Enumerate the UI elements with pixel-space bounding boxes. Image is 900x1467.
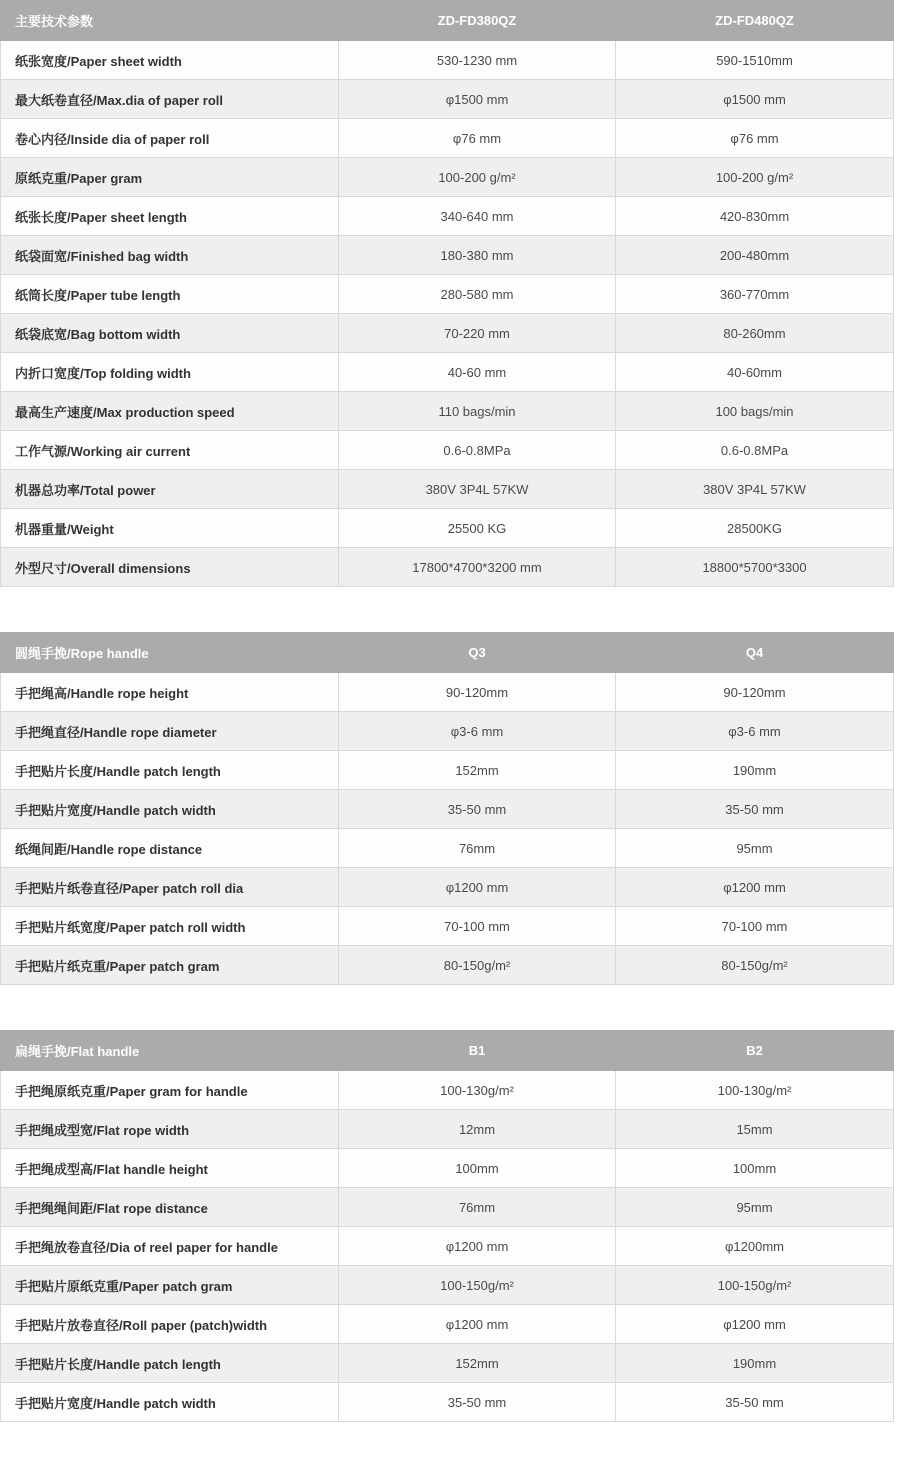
spec-value: 152mm xyxy=(339,751,616,790)
spec-value: 95mm xyxy=(616,1188,894,1227)
spec-label: 纸袋底宽/Bag bottom width xyxy=(1,314,339,353)
spec-value: φ1200 mm xyxy=(616,1305,894,1344)
table-row xyxy=(1,751,894,790)
flat-handle-table xyxy=(0,1030,894,1422)
spec-value: 95mm xyxy=(616,829,894,868)
table-body xyxy=(1,673,894,985)
spec-value: 35-50 mm xyxy=(616,790,894,829)
spec-value: 35-50 mm xyxy=(616,1383,894,1422)
spec-value: 35-50 mm xyxy=(339,1383,616,1422)
spec-value: φ1200 mm xyxy=(616,868,894,907)
spec-value: 100-150g/m² xyxy=(616,1266,894,1305)
spec-label: 手把绳绳间距/Flat rope distance xyxy=(1,1188,339,1227)
spec-value: φ1500 mm xyxy=(616,80,894,119)
spec-label: 手把绳高/Handle rope height xyxy=(1,673,339,712)
spec-value: 76mm xyxy=(339,1188,616,1227)
table-row xyxy=(1,946,894,985)
table-body xyxy=(1,1071,894,1422)
table-row xyxy=(1,868,894,907)
spec-label: 手把绳成型宽/Flat rope width xyxy=(1,1110,339,1149)
spec-label: 手把贴片原纸克重/Paper patch gram xyxy=(1,1266,339,1305)
spec-value: φ3-6 mm xyxy=(616,712,894,751)
table-row xyxy=(1,829,894,868)
spec-value: 12mm xyxy=(339,1110,616,1149)
table-row xyxy=(1,197,894,236)
spec-value: 180-380 mm xyxy=(339,236,616,275)
table-row xyxy=(1,1071,894,1110)
table-row xyxy=(1,907,894,946)
spec-value: 100-130g/m² xyxy=(616,1071,894,1110)
spec-value: φ1200 mm xyxy=(339,868,616,907)
spec-value: φ76 mm xyxy=(339,119,616,158)
spec-value: 76mm xyxy=(339,829,616,868)
spec-label: 工作气源/Working air current xyxy=(1,431,339,470)
spec-value: 18800*5700*3300 xyxy=(616,548,894,587)
spec-label: 手把贴片长度/Handle patch length xyxy=(1,751,339,790)
column-header-model-1: B1 xyxy=(339,1031,616,1071)
table-body xyxy=(1,41,894,587)
spec-value: 100mm xyxy=(339,1149,616,1188)
spec-value: 380V 3P4L 57KW xyxy=(616,470,894,509)
spec-label: 手把贴片宽度/Handle patch width xyxy=(1,1383,339,1422)
spec-label: 手把贴片放卷直径/Roll paper (patch)width xyxy=(1,1305,339,1344)
spec-value: 100-150g/m² xyxy=(339,1266,616,1305)
table-header-row xyxy=(1,633,894,673)
spec-value: φ1200mm xyxy=(616,1227,894,1266)
table-row xyxy=(1,1305,894,1344)
table-row xyxy=(1,712,894,751)
column-header-model-2: Q4 xyxy=(616,633,894,673)
table-row xyxy=(1,1110,894,1149)
spec-value: 340-640 mm xyxy=(339,197,616,236)
table-row xyxy=(1,790,894,829)
column-header-model-2: B2 xyxy=(616,1031,894,1071)
spec-value: φ1500 mm xyxy=(339,80,616,119)
spec-label: 手把贴片纸宽度/Paper patch roll width xyxy=(1,907,339,946)
spec-value: 100 bags/min xyxy=(616,392,894,431)
spec-value: 70-100 mm xyxy=(616,907,894,946)
spec-value: 190mm xyxy=(616,1344,894,1383)
table-row xyxy=(1,119,894,158)
table-row xyxy=(1,353,894,392)
table-title: 扁绳手挽/Flat handle xyxy=(1,1031,339,1071)
rope-handle-table xyxy=(0,632,894,985)
table-row xyxy=(1,314,894,353)
table-row xyxy=(1,431,894,470)
table-row xyxy=(1,1149,894,1188)
spec-value: 35-50 mm xyxy=(339,790,616,829)
spec-value: 17800*4700*3200 mm xyxy=(339,548,616,587)
spec-label: 纸筒长度/Paper tube length xyxy=(1,275,339,314)
rope-handle-section xyxy=(0,632,893,985)
spec-label: 内折口宽度/Top folding width xyxy=(1,353,339,392)
spec-label: 机器重量/Weight xyxy=(1,509,339,548)
table-header-row xyxy=(1,1,894,41)
spec-label: 原纸克重/Paper gram xyxy=(1,158,339,197)
spec-label: 手把贴片纸克重/Paper patch gram xyxy=(1,946,339,985)
table-row xyxy=(1,392,894,431)
spec-value: 15mm xyxy=(616,1110,894,1149)
spec-value: 80-150g/m² xyxy=(616,946,894,985)
table-row xyxy=(1,1344,894,1383)
table-title: 主要技术参数 xyxy=(1,1,339,41)
spec-value: 28500KG xyxy=(616,509,894,548)
spec-label: 纸绳间距/Handle rope distance xyxy=(1,829,339,868)
spec-label: 纸张长度/Paper sheet length xyxy=(1,197,339,236)
spec-label: 手把绳放卷直径/Dia of reel paper for handle xyxy=(1,1227,339,1266)
spec-value: φ3-6 mm xyxy=(339,712,616,751)
table-header-row xyxy=(1,1031,894,1071)
table-row xyxy=(1,158,894,197)
main-parameters-section xyxy=(0,0,893,587)
spec-value: 590-1510mm xyxy=(616,41,894,80)
spec-label: 最高生产速度/Max production speed xyxy=(1,392,339,431)
spec-label: 卷心内径/Inside dia of paper roll xyxy=(1,119,339,158)
spec-value: 0.6-0.8MPa xyxy=(616,431,894,470)
spec-value: 360-770mm xyxy=(616,275,894,314)
table-row xyxy=(1,673,894,712)
spec-label: 手把绳成型高/Flat handle height xyxy=(1,1149,339,1188)
spec-value: 100-130g/m² xyxy=(339,1071,616,1110)
spec-value: 530-1230 mm xyxy=(339,41,616,80)
table-title: 圆绳手挽/Rope handle xyxy=(1,633,339,673)
spec-value: 100-200 g/m² xyxy=(339,158,616,197)
spec-label: 手把绳原纸克重/Paper gram for handle xyxy=(1,1071,339,1110)
table-row xyxy=(1,509,894,548)
spec-value: 110 bags/min xyxy=(339,392,616,431)
spec-value: 0.6-0.8MPa xyxy=(339,431,616,470)
spec-value: 100-200 g/m² xyxy=(616,158,894,197)
spec-value: 90-120mm xyxy=(616,673,894,712)
spec-value: 25500 KG xyxy=(339,509,616,548)
spec-label: 纸袋面宽/Finished bag width xyxy=(1,236,339,275)
spec-value: 80-260mm xyxy=(616,314,894,353)
spec-label: 手把绳直径/Handle rope diameter xyxy=(1,712,339,751)
table-row xyxy=(1,80,894,119)
table-row xyxy=(1,1188,894,1227)
spec-value: 40-60mm xyxy=(616,353,894,392)
spec-value: 420-830mm xyxy=(616,197,894,236)
spec-label: 最大纸卷直径/Max.dia of paper roll xyxy=(1,80,339,119)
spec-value: φ76 mm xyxy=(616,119,894,158)
spec-value: 70-220 mm xyxy=(339,314,616,353)
spec-value: 380V 3P4L 57KW xyxy=(339,470,616,509)
table-row xyxy=(1,548,894,587)
spec-label: 外型尺寸/Overall dimensions xyxy=(1,548,339,587)
spec-label: 纸张宽度/Paper sheet width xyxy=(1,41,339,80)
spec-value: φ1200 mm xyxy=(339,1305,616,1344)
spec-value: 100mm xyxy=(616,1149,894,1188)
table-row xyxy=(1,1266,894,1305)
table-row xyxy=(1,1383,894,1422)
spec-value: 40-60 mm xyxy=(339,353,616,392)
main-parameters-table xyxy=(0,0,894,587)
column-header-model-2: ZD-FD480QZ xyxy=(616,1,894,41)
spec-value: 280-580 mm xyxy=(339,275,616,314)
table-row xyxy=(1,236,894,275)
spec-value: 70-100 mm xyxy=(339,907,616,946)
table-row xyxy=(1,41,894,80)
column-header-model-1: Q3 xyxy=(339,633,616,673)
flat-handle-section xyxy=(0,1030,893,1422)
spec-value: 190mm xyxy=(616,751,894,790)
spec-label: 机器总功率/Total power xyxy=(1,470,339,509)
table-row xyxy=(1,470,894,509)
spec-label: 手把贴片宽度/Handle patch width xyxy=(1,790,339,829)
spec-value: 90-120mm xyxy=(339,673,616,712)
table-row xyxy=(1,275,894,314)
spec-label: 手把贴片长度/Handle patch length xyxy=(1,1344,339,1383)
spec-value: 152mm xyxy=(339,1344,616,1383)
spec-value: φ1200 mm xyxy=(339,1227,616,1266)
spec-label: 手把贴片纸卷直径/Paper patch roll dia xyxy=(1,868,339,907)
table-row xyxy=(1,1227,894,1266)
spec-value: 80-150g/m² xyxy=(339,946,616,985)
column-header-model-1: ZD-FD380QZ xyxy=(339,1,616,41)
spec-value: 200-480mm xyxy=(616,236,894,275)
